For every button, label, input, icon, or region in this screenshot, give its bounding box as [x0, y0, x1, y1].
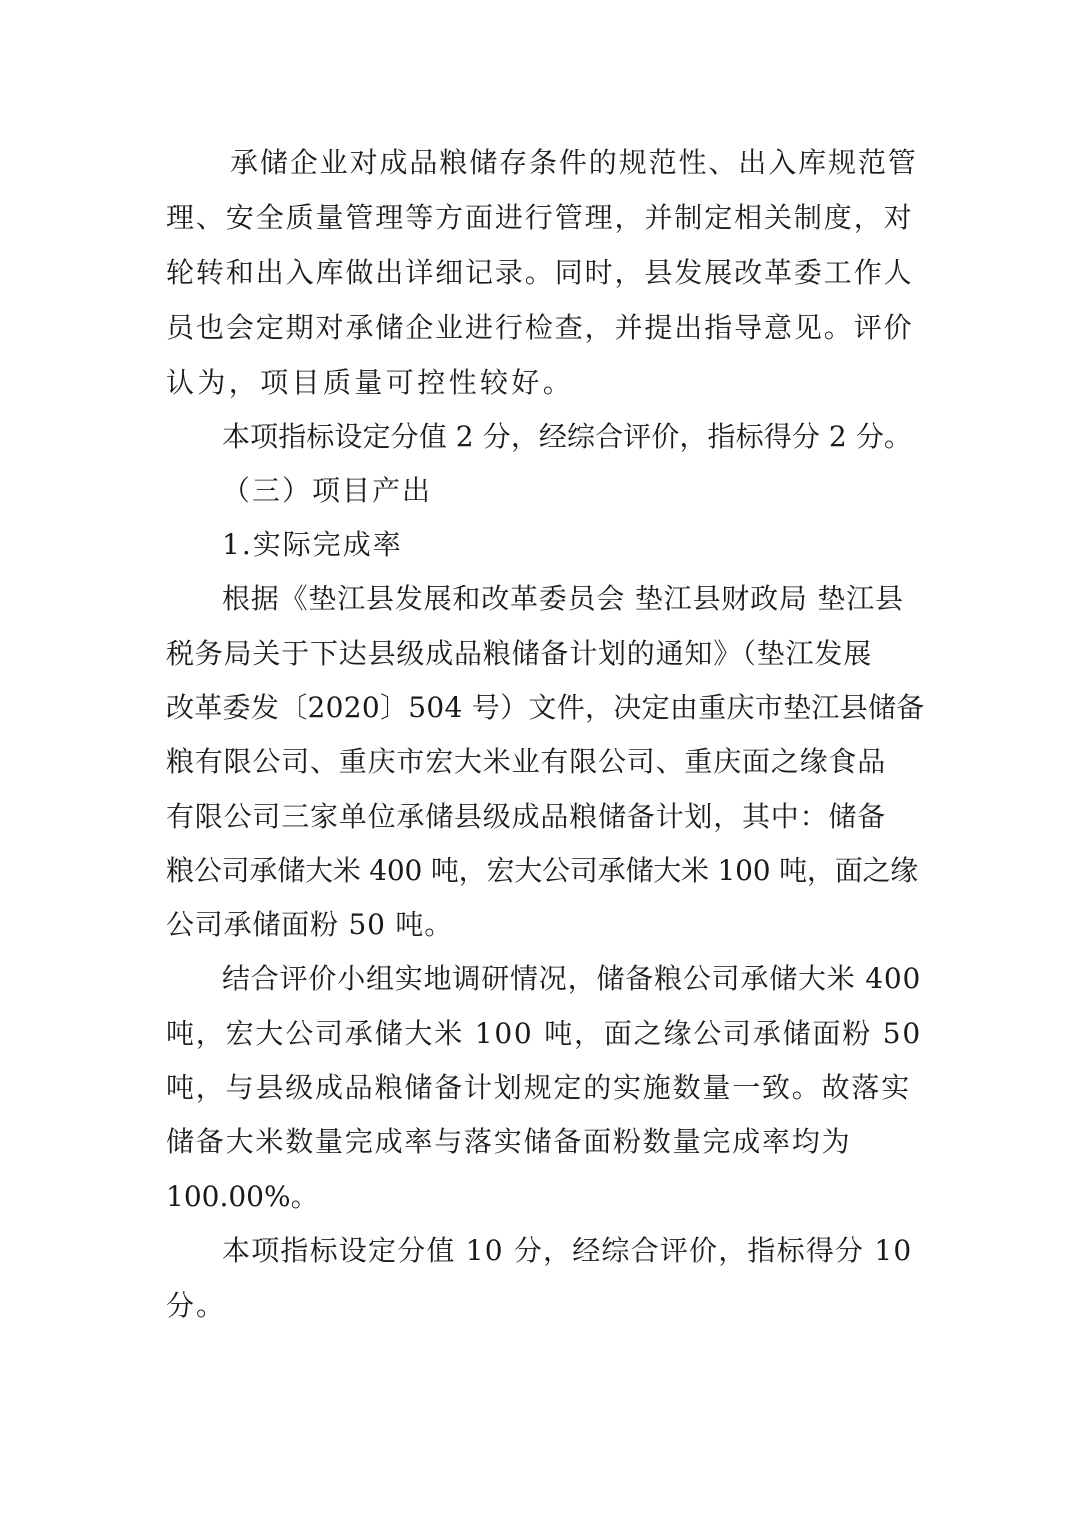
- paragraph-2-line-1: 本项指标设定分值 2 分，经综合评价，指标得分 2 分。: [222, 420, 913, 453]
- section-heading-3: （三）项目产出: [222, 474, 433, 507]
- paragraph-3-line-6: 粮公司承储大米 400 吨，宏大公司承储大米 100 吨，面之缘: [166, 854, 919, 887]
- paragraph-1-line-1: 承储企业对成品粮储存条件的规范性、出入库规范管: [230, 146, 918, 179]
- paragraph-1-line-4: 员也会定期对承储企业进行检查，并提出指导意见。评价: [166, 311, 914, 344]
- paragraph-5-line-2: 分。: [166, 1289, 227, 1322]
- paragraph-3-line-4: 粮有限公司、重庆市宏大米业有限公司、重庆面之缘食品: [166, 745, 887, 778]
- paragraph-4-line-3: 吨，与县级成品粮储备计划规定的实施数量一致。故落实: [166, 1071, 912, 1104]
- paragraph-1-line-3: 轮转和出入库做出详细记录。同时，县发展改革委工作人: [166, 256, 914, 289]
- paragraph-5-line-1: 本项指标设定分值 10 分，经综合评价，指标得分 10: [222, 1234, 913, 1267]
- paragraph-3-line-1: 根据《垫江县发展和改革委员会 垫江县财政局 垫江县: [222, 582, 904, 615]
- paragraph-1-line-2: 理、安全质量管理等方面进行管理，并制定相关制度，对: [166, 201, 914, 234]
- paragraph-3-line-3: 改革委发〔2020〕504 号）文件，决定由重庆市垫江县储备: [166, 691, 925, 724]
- paragraph-4-line-5: 100.00%。: [166, 1180, 319, 1213]
- paragraph-3-line-7: 公司承储面粉 50 吨。: [166, 908, 454, 941]
- paragraph-4-line-1: 结合评价小组实地调研情况，储备粮公司承储大米 400: [222, 962, 922, 995]
- paragraph-1-line-5: 认为，项目质量可控性较好。: [166, 366, 575, 399]
- paragraph-3-line-5: 有限公司三家单位承储县级成品粮储备计划，其中：储备: [166, 800, 887, 833]
- paragraph-4-line-2: 吨，宏大公司承储大米 100 吨，面之缘公司承储面粉 50: [166, 1017, 922, 1050]
- paragraph-3-line-2: 税务局关于下达县级成品粮储备计划的通知》（垫江发展: [166, 637, 873, 670]
- subsection-heading-1: 1.实际完成率: [222, 528, 403, 561]
- paragraph-4-line-4: 储备大米数量完成率与落实储备面粉数量完成率均为: [166, 1125, 852, 1158]
